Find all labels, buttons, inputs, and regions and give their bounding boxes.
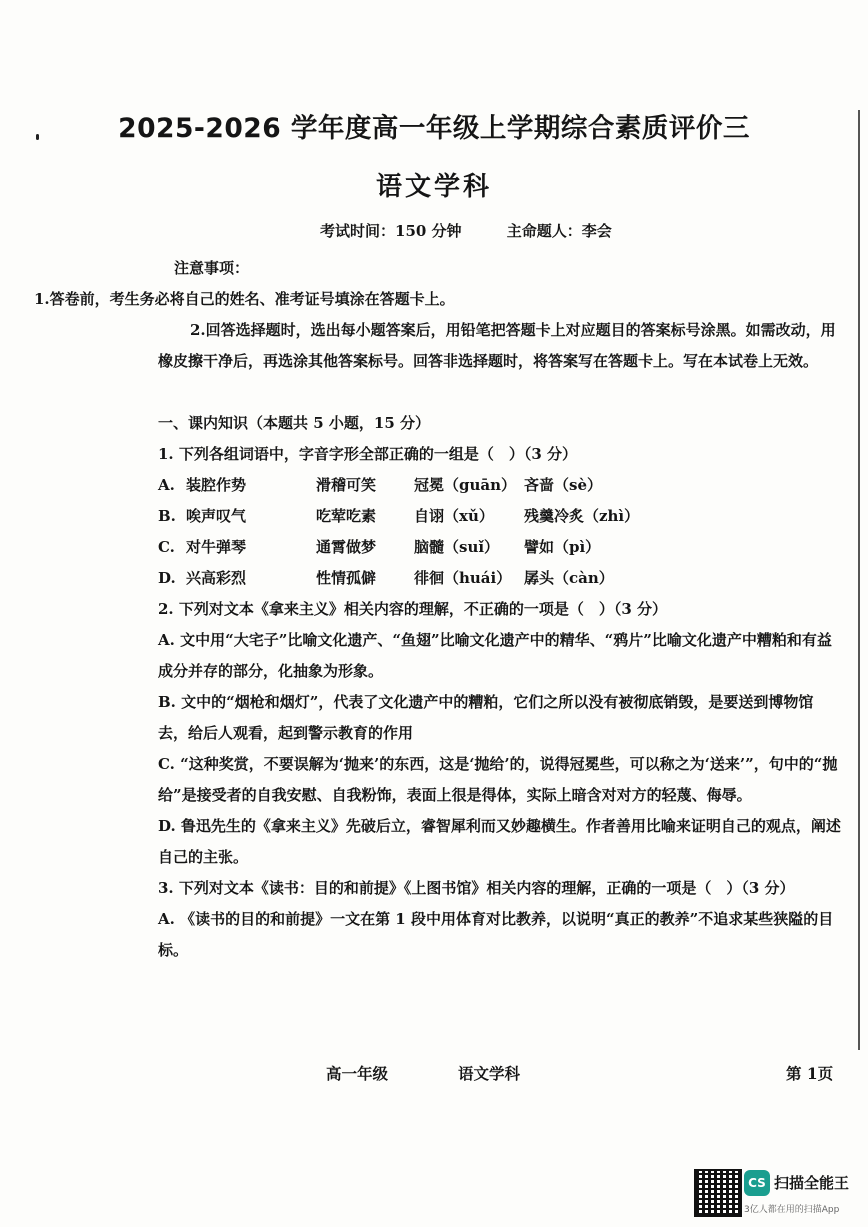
qr-code-icon (694, 1169, 742, 1217)
page-edge-line (858, 110, 860, 1050)
notice-item-1: 1.答卷前，考生务必将自己的姓名、准考证号填涂在答题卡上。 (34, 290, 455, 308)
q3-stem: 3. 下列对文本《读书：目的和前提》《上图书馆》相关内容的理解，正确的一项是（ ）（3 分） (158, 879, 795, 897)
exam-author: 主命题人：李会 (506, 222, 612, 240)
q1-option-c: C. 对牛弹琴 通霄做梦 脑髓（suǐ） 譬如（pì） (158, 538, 601, 556)
q1-stem: 1. 下列各组词语中，字音字形全部正确的一组是（ ）（3 分） (158, 445, 578, 463)
notice-item-2: 2.回答选择题时，选出每小题答案后，用铅笔把答题卡上对应题目的答案标号涂黑。如需改动，用橡皮擦干净后，再选涂其他答案标号。回答非选择题时，将答案写在答题卡上。写在本试卷上无效。 (158, 321, 836, 370)
q1-option-b: B. 唉声叹气 吃荤吃素 自诩（xǔ） 残羹冷炙（zhì） (158, 507, 640, 525)
section-1-heading: 一、课内知识（本题共 5 小题，15 分） (158, 414, 430, 432)
footer-page: 第 1页 (786, 1064, 834, 1083)
section-1 (0, 408, 842, 966)
camscanner-name: 扫描全能王 (774, 1174, 850, 1192)
q2-option-b: B. 文中的“烟枪和烟灯”，代表了文化遗产中的糟粕，它们之所以没有被彻底销毁，是要送到博物馆去，给后人观看，起到警示教育的作用 (158, 693, 814, 742)
exam-body (0, 253, 842, 377)
footer-grade: 高一年级 (326, 1064, 389, 1083)
camscanner-logo-icon: CS (744, 1170, 770, 1196)
exam-info (320, 220, 652, 241)
exam-time: 考试时间：150 分钟 (320, 222, 462, 240)
q2-stem: 2. 下列对文本《拿来主义》相关内容的理解，不正确的一项是（ ）（3 分） (158, 600, 668, 618)
camscanner-slogan: 3亿人都在用的扫描App (744, 1205, 840, 1215)
q1-option-a: A. 装腔作势 滑稽可笑 冠冕（guān） 吝啬（sè） (158, 476, 602, 494)
q3-option-a: A. 《读书的目的和前提》一文在第 1 段中用体育对比教养，以说明“真正的教养”不追求某些狭隘的目标。 (158, 910, 834, 959)
footer-subject: 语文学科 (458, 1064, 521, 1083)
q2-option-a: A. 文中用“大宅子”比喻文化遗产、“鱼翅”比喻文化遗产中的精华、“鸦片”比喻文化遗产中糟粕和有益成分并存的部分，化抽象为形象。 (158, 631, 832, 680)
q2-option-c: C. “这种奖赏，不要误解为‘抛来’的东西，这是‘抛给’的，说得冠冕些，可以称之为‘送来’”，句中的“抛给”是接受者的自我安慰、自我粉饰，表面上很是得体，实际上暗含对对方的轻蔑、侮辱。 (158, 755, 838, 804)
exam-subject: 语文学科 (375, 172, 492, 202)
exam-title: 2025-2026 学年度高一年级上学期综合素质评价三 (118, 113, 750, 144)
q2-option-d: D. 鲁迅先生的《拿来主义》先破后立，睿智犀利而又妙趣横生。作者善用比喻来证明自己的观点，阐述自己的主张。 (158, 817, 841, 866)
notice-heading: 注意事项： (174, 259, 250, 277)
q1-option-d: D. 兴高彩烈 性情孤僻 徘徊（huái） 孱头（càn） (158, 569, 614, 587)
q1-options (0, 470, 842, 594)
